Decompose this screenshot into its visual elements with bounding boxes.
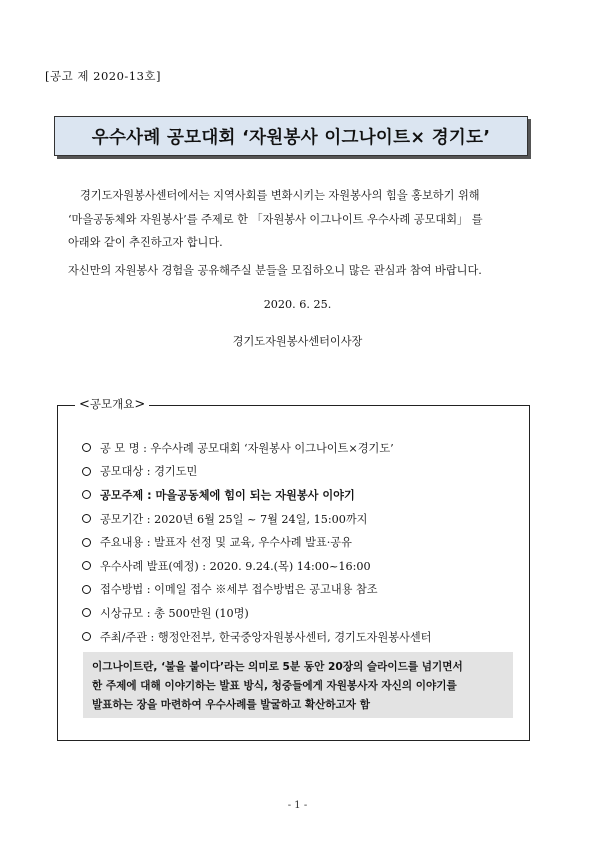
circle-bullet-icon <box>82 514 91 523</box>
issuer-signature: 경기도자원봉사센터이사장 <box>232 335 363 348</box>
label-bracket-close: > <box>134 396 146 412</box>
label-bracket-open: < <box>79 396 90 412</box>
intro-line: 경기도자원봉사센터에서는 지역사회를 변화시키는 자원봉사의 힘을 홍보하기 위해 <box>80 189 480 202</box>
circle-bullet-icon <box>82 632 91 641</box>
intro-line: ‘마을공동체와 자원봉사’를 주제로 한 「자원봉사 이그나이트 우수사례 공모대회」 를 <box>68 212 483 226</box>
note-line: 이그나이트란, ‘불을 붙이다’라는 의미로 5분 동안 20장의 슬라이드를 넘기면서 <box>92 661 463 673</box>
circle-bullet-icon <box>82 443 91 452</box>
list-item: 시상규모 : 총 500만원 (10명) <box>82 601 522 625</box>
circle-bullet-icon <box>82 608 91 617</box>
list-item: 주요내용 : 발표자 선정 및 교육, 우수사례 발표·공유 <box>82 530 522 554</box>
outline-label-text: 공모개요 <box>89 397 135 411</box>
intro-line: 아래와 같이 추진하고자 합니다. <box>68 236 223 249</box>
list-item: 공모주제 : 마을공동체에 힘이 되는 자원봉사 이야기 <box>82 483 522 507</box>
list-item: 공 모 명 : 우수사례 공모대회 ‘자원봉사 이그나이트×경기도’ <box>82 436 522 460</box>
list-item: 우수사례 발표(예정) : 2020. 9.24.(목) 14:00~16:00 <box>82 554 522 578</box>
list-item: 공모기간 : 2020년 6월 25일 ~ 7월 24일, 15:00까지 <box>82 507 522 531</box>
ignite-note <box>83 652 513 718</box>
circle-bullet-icon <box>82 561 91 570</box>
document-title: 우수사례 공모대회 ‘자원봉사 이그나이트× 경기도’ <box>54 116 528 156</box>
circle-bullet-icon <box>82 467 91 476</box>
list-item: 접수방법 : 이메일 접수 ※세부 접수방법은 공고내용 참조 <box>82 578 522 602</box>
circle-bullet-icon <box>82 585 91 594</box>
note-line: 한 주제에 대해 이야기하는 발표 방식, 청중들에게 자원봉사자 자신의 이야기를 <box>92 680 457 692</box>
notice-date: 2020. 6. 25. <box>263 298 332 311</box>
outline-list <box>82 436 522 648</box>
list-item: 주최/주관 : 행정안전부, 한국중앙자원봉사센터, 경기도자원봉사센터 <box>82 625 522 649</box>
circle-bullet-icon <box>82 538 91 547</box>
page-number: - 1 - <box>287 800 308 811</box>
circle-bullet-icon <box>82 490 91 499</box>
intro-paragraph <box>68 184 538 255</box>
outline-label <box>75 396 149 412</box>
notice-number: [공고 제 2020-13호] <box>45 69 162 83</box>
invite-sentence: 자신만의 자원봉사 경험을 공유해주실 분들을 모집하오니 많은 관심과 참여 바랍니다. <box>68 264 482 277</box>
list-item: 공모대상 : 경기도민 <box>82 460 522 484</box>
note-line: 발표하는 장을 마련하여 우수사례를 발굴하고 확산하고자 함 <box>92 699 370 711</box>
